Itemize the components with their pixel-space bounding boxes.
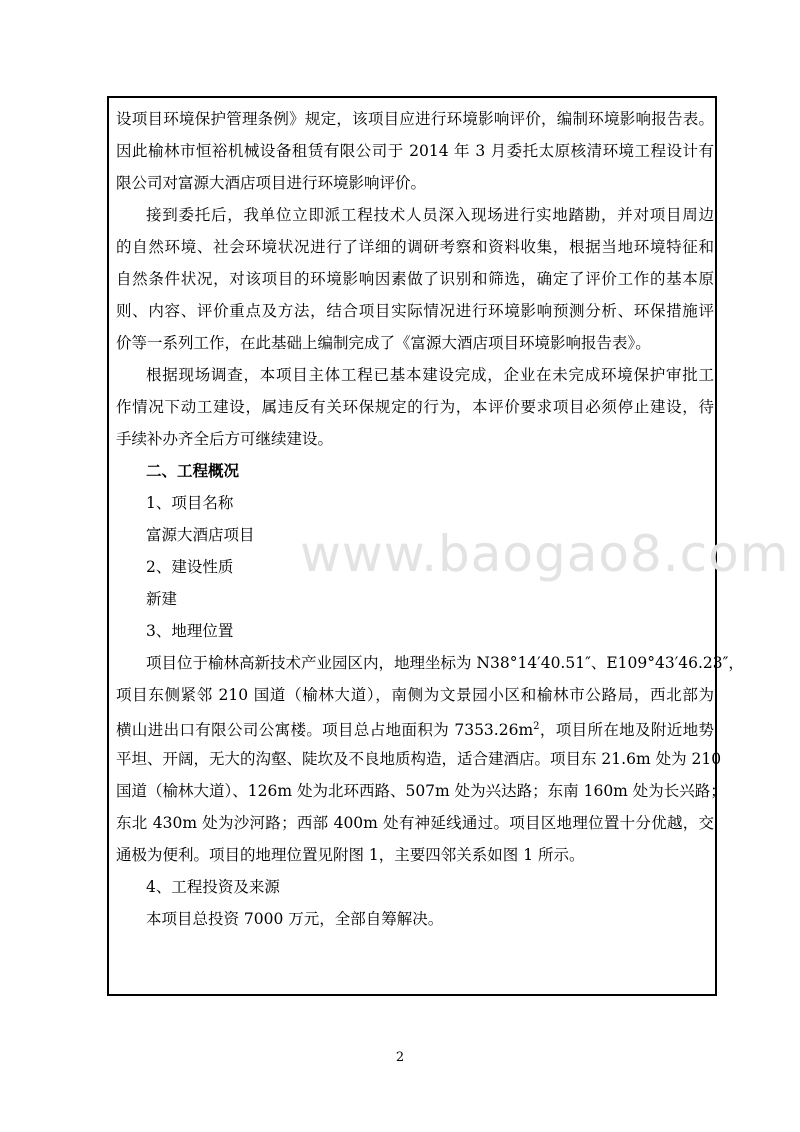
paragraph-line: 新建	[146, 590, 178, 608]
paragraph-line: 东北 430m 处为沙河路；西部 400m 处有神延线通过。项目区地理位置十分优越，交	[116, 814, 714, 832]
paragraph-line: 通极为便利。项目的地理位置见附图 1，主要四邻关系如图 1 所示。	[116, 846, 585, 864]
area-text: 横山进出口有限公司公寓楼。项目总占地面积为 7353.26m	[116, 721, 534, 740]
watermark: www.baogao8.com	[300, 525, 790, 583]
paragraph-line: 项目位于榆林高新技术产业园区内，地理坐标为 N38°14′40.51″、E109°43′46.23″，	[146, 654, 744, 672]
paragraph-line: 平坦、开阔，无大的沟壑、陡坎及不良地质构造，适合建酒店。项目东 21.6m 处为 210	[116, 750, 722, 768]
paragraph-line: 本项目总投资 7000 万元，全部自筹解决。	[146, 910, 444, 928]
paragraph-line: 根据现场调查，本项目主体工程已基本建设完成，企业在未完成环境保护审批工	[146, 366, 714, 384]
superscript: 2	[533, 721, 540, 732]
page-number: 2	[395, 1050, 405, 1065]
paragraph-line: 手续补办齐全后方可继续建设。	[116, 430, 334, 448]
paragraph-line: 富源大酒店项目	[146, 526, 255, 544]
subsection-heading: 2、建设性质	[146, 558, 234, 576]
paragraph-line: 项目东侧紧邻 210 国道（榆林大道），南侧为文景园小区和榆林市公路局，西北部为	[116, 686, 714, 704]
paragraph-line: 价等一系列工作，在此基础上编制完成了《富源大酒店项目环境影响报告表》。	[116, 334, 651, 352]
paragraph-line: 则、内容、评价重点及方法，结合项目实际情况进行环境影响预测分析、环保措施评	[116, 302, 714, 320]
paragraph-line: 因此榆林市恒裕机械设备租赁有限公司于 2014 年 3 月委托太原核清环境工程设计有	[116, 142, 714, 160]
paragraph-line: 自然条件状况，对该项目的环境影响因素做了识别和筛选，确定了评价工作的基本原	[116, 270, 714, 288]
paragraph-line: 接到委托后，我单位立即派工程技术人员深入现场进行实地踏勘，并对项目周边	[146, 206, 714, 224]
subsection-heading: 1、项目名称	[146, 494, 234, 512]
subsection-heading: 4、工程投资及来源	[146, 878, 280, 896]
paragraph-line: 的自然环境、社会环境状况进行了详细的调研考察和资料收集，根据当地环境特征和	[116, 238, 714, 256]
paragraph-line: 设项目环境保护管理条例》规定，该项目应进行环境影响评价，编制环境影响报告表。	[116, 110, 714, 128]
paragraph-line: 国道（榆林大道）、126m 处为北环西路、507m 处为兴达路；东南 160m 处为长兴路；	[116, 782, 726, 800]
paragraph-text: ，项目所在地及附近地势	[539, 721, 714, 740]
section-heading: 二、工程概况	[146, 461, 240, 480]
paragraph-line	[116, 717, 714, 740]
paragraph-line: 限公司对富源大酒店项目进行环境影响评价。	[116, 174, 427, 192]
subsection-heading: 3、地理位置	[146, 622, 234, 640]
paragraph-line: 作情况下动工建设，属违反有关环保规定的行为，本评价要求项目必须停止建设，待	[116, 398, 714, 416]
